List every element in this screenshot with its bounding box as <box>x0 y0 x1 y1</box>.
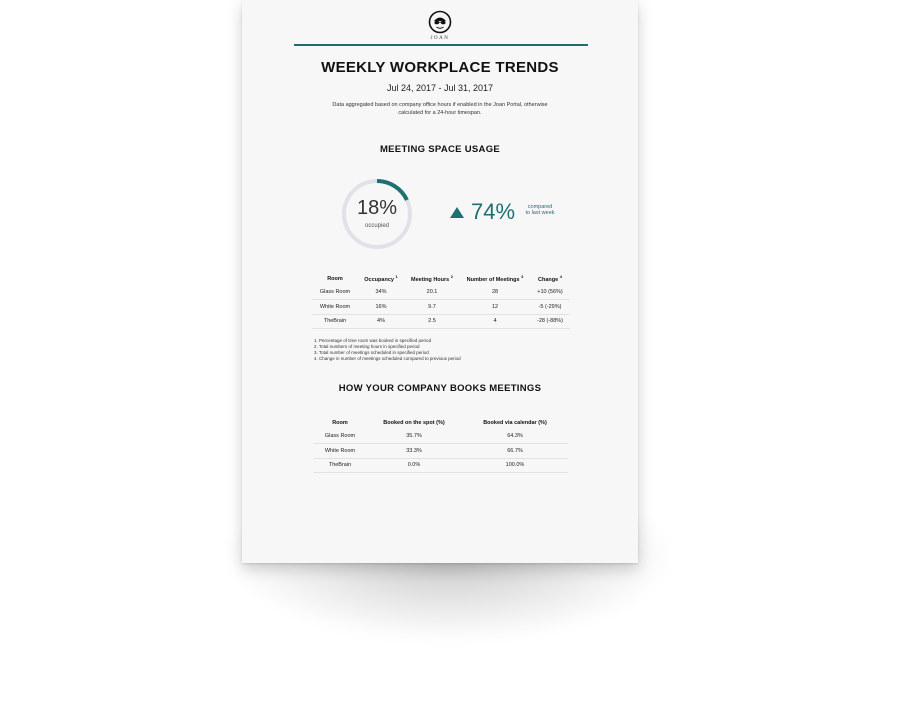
cell-booked-via-calendar: 64.3% <box>462 429 568 444</box>
change-percent: 74% <box>471 199 516 224</box>
table-header-row <box>312 272 570 285</box>
report-description: Data aggregated based on company office hours if enabled in the Joan Portal, otherwise calculated for a 24-hour timespan. <box>332 102 548 116</box>
occupancy-percent: 18% <box>356 197 398 219</box>
report-title: WEEKLY WORKPLACE TRENDS <box>321 59 559 76</box>
cell-room: White Room <box>314 444 366 459</box>
cell-occupancy: 16% <box>358 300 404 315</box>
cell-booked-on-spot: 0.0% <box>366 458 462 473</box>
cell-occupancy: 4% <box>358 314 404 329</box>
occupancy-label: occupied <box>364 223 390 229</box>
col-change: Change $^4$ <box>538 274 562 283</box>
cell-meeting-hours: 9.7 <box>404 300 460 315</box>
cell-booked-on-spot: 33.3% <box>366 444 462 459</box>
cell-change: -28 (-88%) <box>530 314 570 329</box>
footnote: 2. Total numbers of meeting hours in specified period <box>314 344 420 349</box>
footnote: 4. Change in number of meetings scheduled compared to previous period <box>314 356 461 361</box>
table-row <box>314 444 568 459</box>
cell-room: White Room <box>312 300 358 315</box>
booking-title: HOW YOUR COMPANY BOOKS MEETINGS <box>338 383 542 394</box>
col-room: Room <box>327 275 343 282</box>
meeting-space-table <box>312 272 570 329</box>
joan-logo-icon <box>428 10 452 34</box>
date-range: Jul 24, 2017 - Jul 31, 2017 <box>386 83 494 93</box>
footnote: 3. Total number of meetings scheduled in specified period <box>314 350 429 355</box>
cell-room: Glass Room <box>314 429 366 444</box>
table-row <box>314 458 568 473</box>
table-row <box>312 314 570 329</box>
booking-table <box>314 416 568 473</box>
cell-room: TheBrain <box>312 314 358 329</box>
cell-room: TheBrain <box>314 458 366 473</box>
cell-booked-via-calendar: 66.7% <box>462 444 568 459</box>
header-divider <box>294 44 588 46</box>
cell-change: +10 (56%) <box>530 285 570 300</box>
col-meeting-hours: Meeting Hours $^2$ <box>411 274 453 283</box>
col-number-of-meetings: Number of Meetings $^3$ <box>466 274 524 283</box>
brand-name: JOAN <box>430 36 450 41</box>
footnotes <box>314 338 461 362</box>
cell-occupancy: 34% <box>358 285 404 300</box>
col-booked-on-spot: Booked on the spot (%) <box>383 419 445 426</box>
table-header-row <box>314 416 568 429</box>
table-row <box>312 285 570 300</box>
cell-number-of-meetings: 12 <box>460 300 530 315</box>
cell-number-of-meetings: 28 <box>460 285 530 300</box>
cell-number-of-meetings: 4 <box>460 314 530 329</box>
table-row <box>314 429 568 444</box>
table-row <box>312 300 570 315</box>
cell-change: -5 (-29%) <box>530 300 570 315</box>
col-booked-via-calendar: Booked via calendar (%) <box>483 419 547 426</box>
compared-label: compared to last week <box>525 204 555 216</box>
col-occupancy: Occupancy $^1$ <box>364 274 398 283</box>
cell-meeting-hours: 20.1 <box>404 285 460 300</box>
triangle-up-icon <box>450 207 464 218</box>
meeting-space-title: MEETING SPACE USAGE <box>379 144 501 155</box>
cell-booked-on-spot: 35.7% <box>366 429 462 444</box>
report-page <box>242 0 638 563</box>
cell-room: Glass Room <box>312 285 358 300</box>
cell-meeting-hours: 2.5 <box>404 314 460 329</box>
col-room: Room <box>332 419 348 426</box>
footnote: 1. Percentage of time room was booked in specified period <box>314 338 432 343</box>
cell-booked-via-calendar: 100.0% <box>462 458 568 473</box>
